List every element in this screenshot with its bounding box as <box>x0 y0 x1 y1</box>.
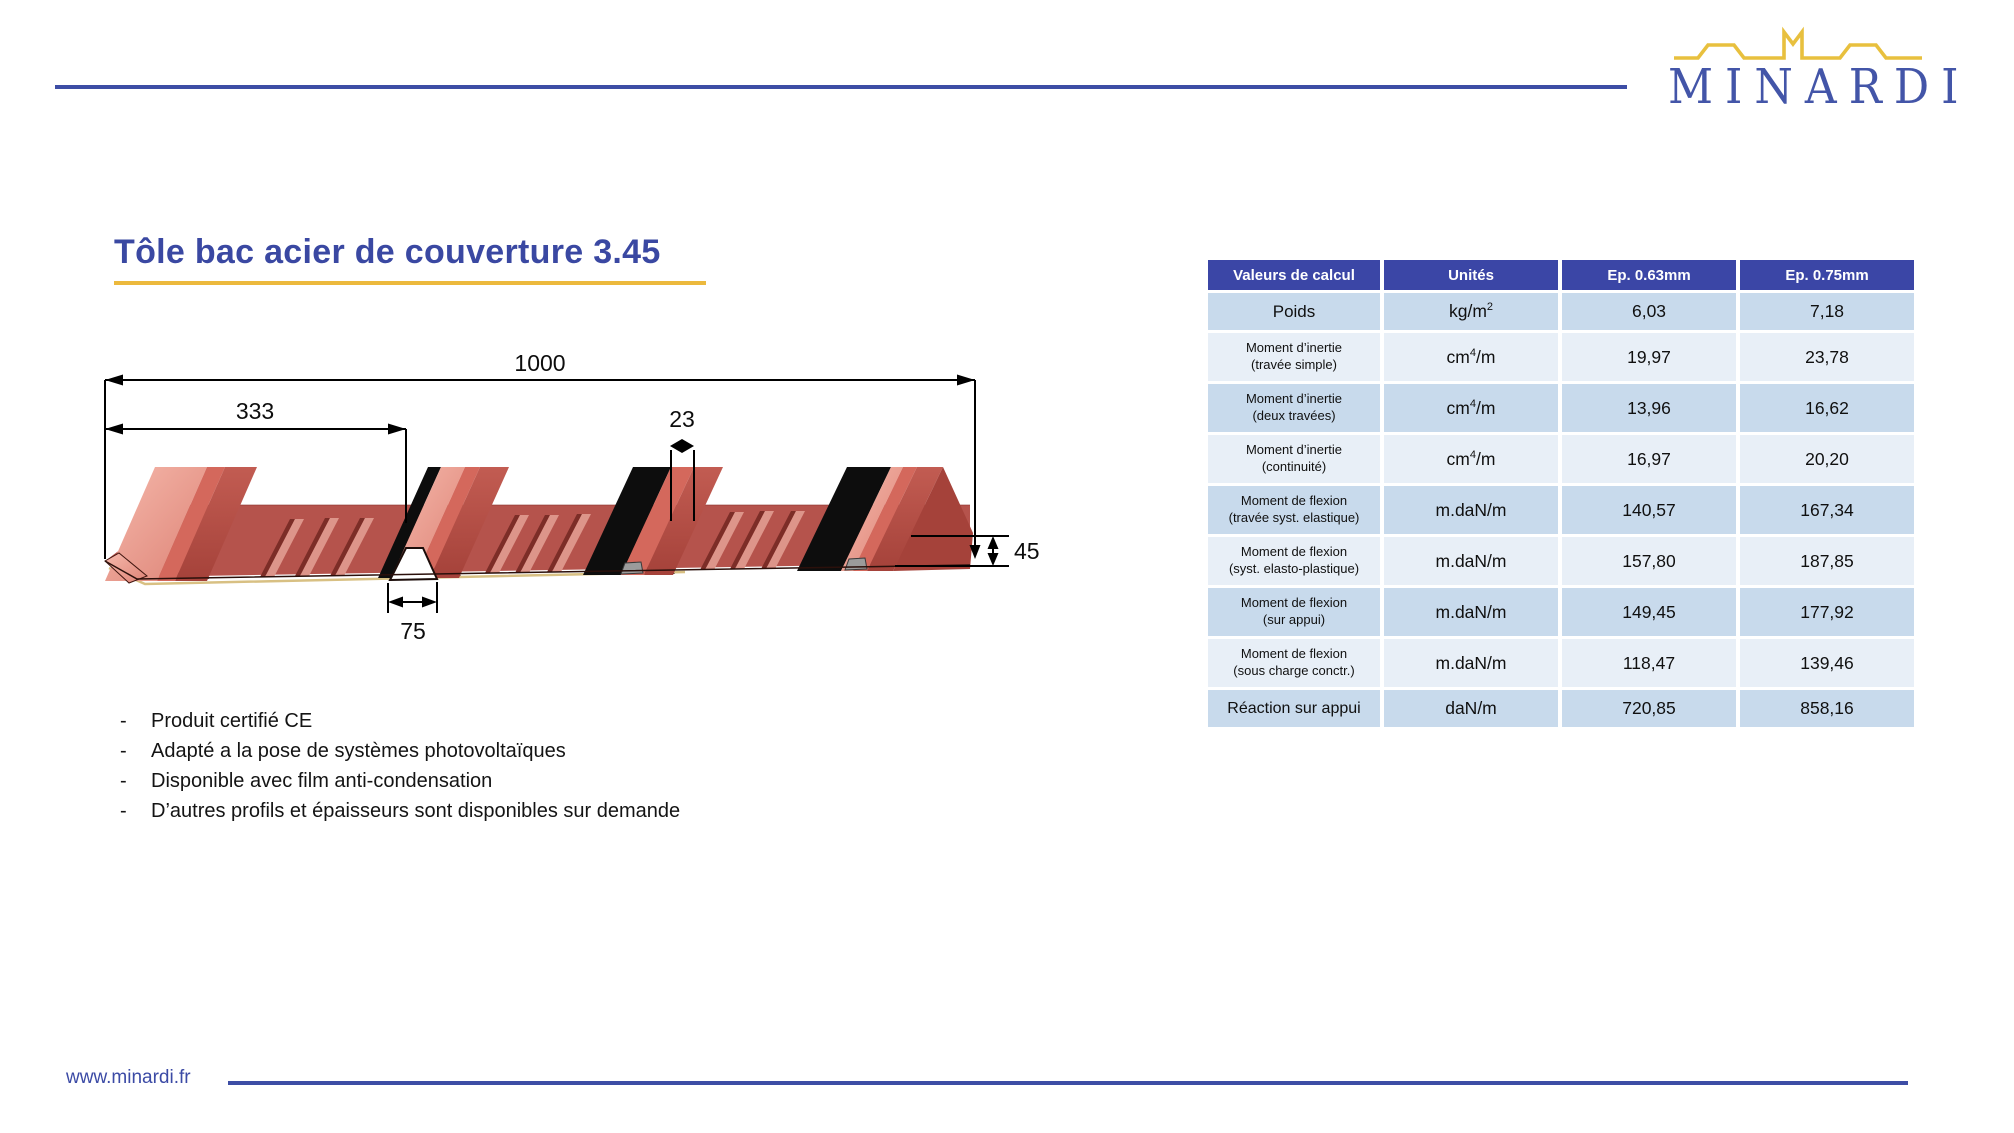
table-row <box>1208 690 1914 727</box>
unit-cell: $cm^4/m$ <box>1384 435 1558 483</box>
feature-text: D’autres profils et épaisseurs sont disponibles sur demande <box>151 799 681 822</box>
logo-wordmark: MINARDI <box>1668 59 1971 115</box>
unit-cell: $kg/m^2$ <box>1384 293 1558 330</box>
unit-cell: m.daN/m <box>1384 639 1558 687</box>
dash-bullet: - <box>120 799 127 822</box>
list-item <box>120 796 680 826</box>
value-cell: 139,46 <box>1740 639 1914 687</box>
value-cell: 6,03 <box>1562 293 1736 330</box>
table-row <box>1208 588 1914 636</box>
value-cell: 140,57 <box>1562 486 1736 534</box>
profile-technical-drawing <box>85 355 1065 665</box>
table-row <box>1208 435 1914 483</box>
value-cell: 858,16 <box>1740 690 1914 727</box>
value-cell: 19,97 <box>1562 333 1736 381</box>
unit-cell: daN/m <box>1384 690 1558 727</box>
list-item <box>120 706 680 736</box>
unit-cell: m.daN/m <box>1384 588 1558 636</box>
table-row <box>1208 293 1914 330</box>
svg-text:23: 23 <box>669 406 695 432</box>
unit-cell: m.daN/m <box>1384 486 1558 534</box>
header-divider <box>55 85 1627 89</box>
value-cell: 167,34 <box>1740 486 1914 534</box>
title-underline <box>114 281 706 285</box>
company-logo <box>1668 20 2008 115</box>
column-header: Ep. 0.75mm <box>1740 260 1914 290</box>
value-cell: 16,97 <box>1562 435 1736 483</box>
value-cell: 23,78 <box>1740 333 1914 381</box>
list-item <box>120 766 680 796</box>
value-cell: 13,96 <box>1562 384 1736 432</box>
value-cell: 20,20 <box>1740 435 1914 483</box>
page-title: Tôle bac acier de couverture 3.45 <box>114 233 661 271</box>
unit-cell: $cm^4/m$ <box>1384 384 1558 432</box>
row-label-cell: Moment de flexion (travée syst. elastique) <box>1208 486 1380 534</box>
spec-table-container <box>1204 257 1918 730</box>
column-header: Unités <box>1384 260 1558 290</box>
row-label-cell: Réaction sur appui <box>1208 690 1380 727</box>
dimension-base-opening <box>388 582 437 644</box>
rib-4 <box>797 467 973 571</box>
value-cell: 177,92 <box>1740 588 1914 636</box>
unit-cell: $cm^4/m$ <box>1384 333 1558 381</box>
value-cell: 149,45 <box>1562 588 1736 636</box>
table-row <box>1208 639 1914 687</box>
value-cell: 16,62 <box>1740 384 1914 432</box>
table-row <box>1208 537 1914 585</box>
feature-text: Produit certifié CE <box>151 709 313 732</box>
table-header-row <box>1208 260 1914 290</box>
value-cell: 118,47 <box>1562 639 1736 687</box>
row-label-cell: Moment d’inertie (deux travées) <box>1208 384 1380 432</box>
dash-bullet: - <box>120 769 127 792</box>
svg-text:45: 45 <box>1014 538 1040 564</box>
svg-text:1000: 1000 <box>514 355 566 376</box>
table-row <box>1208 486 1914 534</box>
feature-text: Adapté a la pose de systèmes photovoltaïques <box>151 739 566 762</box>
values-table <box>1204 257 1918 730</box>
table-row <box>1208 384 1914 432</box>
value-cell: 187,85 <box>1740 537 1914 585</box>
value-cell: 720,85 <box>1562 690 1736 727</box>
column-header: Valeurs de calcul <box>1208 260 1380 290</box>
svg-text:75: 75 <box>400 618 426 644</box>
steel-sheet-illustration <box>105 467 973 584</box>
footer-divider <box>228 1081 1908 1085</box>
row-label-cell: Moment d’inertie (travée simple) <box>1208 333 1380 381</box>
feature-text: Disponible avec film anti-condensation <box>151 769 493 792</box>
row-label-cell: Moment de flexion (sur appui) <box>1208 588 1380 636</box>
column-header: Ep. 0.63mm <box>1562 260 1736 290</box>
table-row <box>1208 333 1914 381</box>
list-item <box>120 736 680 766</box>
logo-roofline-icon <box>1672 20 1924 62</box>
svg-text:333: 333 <box>235 398 275 424</box>
value-cell: 157,80 <box>1562 537 1736 585</box>
value-cell: 7,18 <box>1740 293 1914 330</box>
row-label-cell: Moment d’inertie (continuité) <box>1208 435 1380 483</box>
row-label-cell: Moment de flexion (sous charge conctr.) <box>1208 639 1380 687</box>
unit-cell: m.daN/m <box>1384 537 1558 585</box>
row-label-cell: Moment de flexion (syst. elasto-plastique) <box>1208 537 1380 585</box>
dash-bullet: - <box>120 709 127 732</box>
row-label-cell: Poids <box>1208 293 1380 330</box>
dash-bullet: - <box>120 739 127 762</box>
website-link[interactable]: www.minardi.fr <box>66 1067 191 1088</box>
feature-list <box>120 706 680 826</box>
